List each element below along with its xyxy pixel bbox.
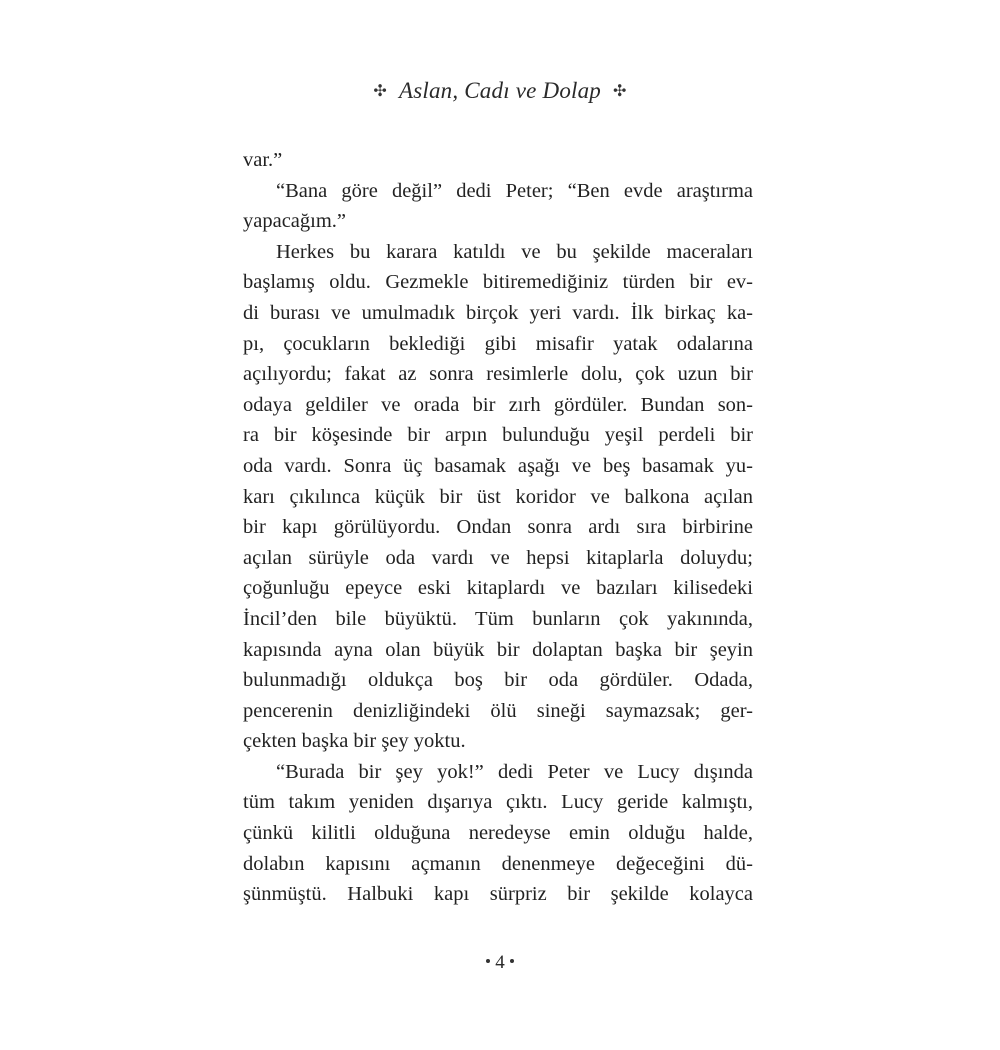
page-number-value: 4 — [495, 952, 505, 973]
text-line: açılan sürüyle oda vardı ve hepsi kitaplarla doluydu; — [243, 546, 753, 569]
text-line: odaya geldiler ve orada bir zırh gördüler. Bundan son- — [243, 393, 753, 416]
text-line: ra bir köşesinde bir arpın bulunduğu yeşil perdeli bir — [243, 424, 753, 447]
text-line: çünkü kilitli olduğuna neredeyse emin olduğu halde, — [243, 822, 753, 845]
text-line: kapısında ayna olan büyük bir dolaptan başka bir şeyin — [243, 638, 753, 661]
body-text — [243, 145, 753, 910]
text-line: di burası ve umulmadık birçok yeri vardı. İlk birkaç ka- — [243, 301, 753, 324]
text-line: pencerenin denizliğindeki ölü sineği saymazsak; ger- — [243, 699, 753, 722]
text-line: bir kapı görülüyordu. Ondan sonra ardı sıra birbirine — [243, 516, 753, 539]
fleuron-icon-left: ✣ — [373, 83, 387, 100]
text-line: “Burada bir şey yok!” dedi Peter ve Lucy dışında — [276, 760, 753, 783]
book-title: Aslan, Cadı ve Dolap — [398, 78, 602, 103]
page-number — [0, 952, 1000, 974]
text-line: şünmüştü. Halbuki kapı sürpriz bir şekilde kolayca — [243, 883, 753, 906]
folio-dot-right-icon — [510, 959, 514, 963]
text-line: yapacağım.” — [243, 210, 347, 233]
text-line: tüm takım yeniden dışarıya çıktı. Lucy geride kalmıştı, — [243, 791, 753, 814]
text-line: başlamış oldu. Gezmekle bitiremediğiniz türden bir ev- — [243, 271, 753, 294]
text-line: pı, çocukların beklediği gibi misafir yatak odalarına — [243, 332, 753, 355]
text-line: açılıyordu; fakat az sonra resimlerle dolu, çok uzun bir — [243, 363, 753, 386]
fleuron-icon-right: ✣ — [613, 83, 627, 100]
folio-dot-left-icon — [486, 959, 490, 963]
text-line: çekten başka bir şey yoktu. — [243, 730, 466, 753]
text-line: “Bana göre değil” dedi Peter; “Ben evde araştırma — [276, 179, 753, 202]
text-line: dolabın kapısını açmanın denenmeye değeceğini dü- — [243, 852, 753, 875]
text-line: var.” — [243, 149, 283, 171]
text-line: karı çıkılınca küçük bir üst koridor ve balkona açılan — [243, 485, 753, 508]
text-line: bulunmadığı oldukça boş bir oda gördüler. Odada, — [243, 669, 753, 692]
text-line: çoğunluğu epeyce eski kitaplardı ve bazıları kilisedeki — [243, 577, 753, 600]
text-line: İncil’den bile büyüktü. Tüm bunların çok yakınında, — [243, 607, 753, 630]
text-line: Herkes bu karara katıldı ve bu şekilde maceraları — [276, 240, 753, 263]
text-line: oda vardı. Sonra üç basamak aşağı ve beş basamak yu- — [243, 454, 753, 477]
running-head — [0, 78, 1000, 104]
